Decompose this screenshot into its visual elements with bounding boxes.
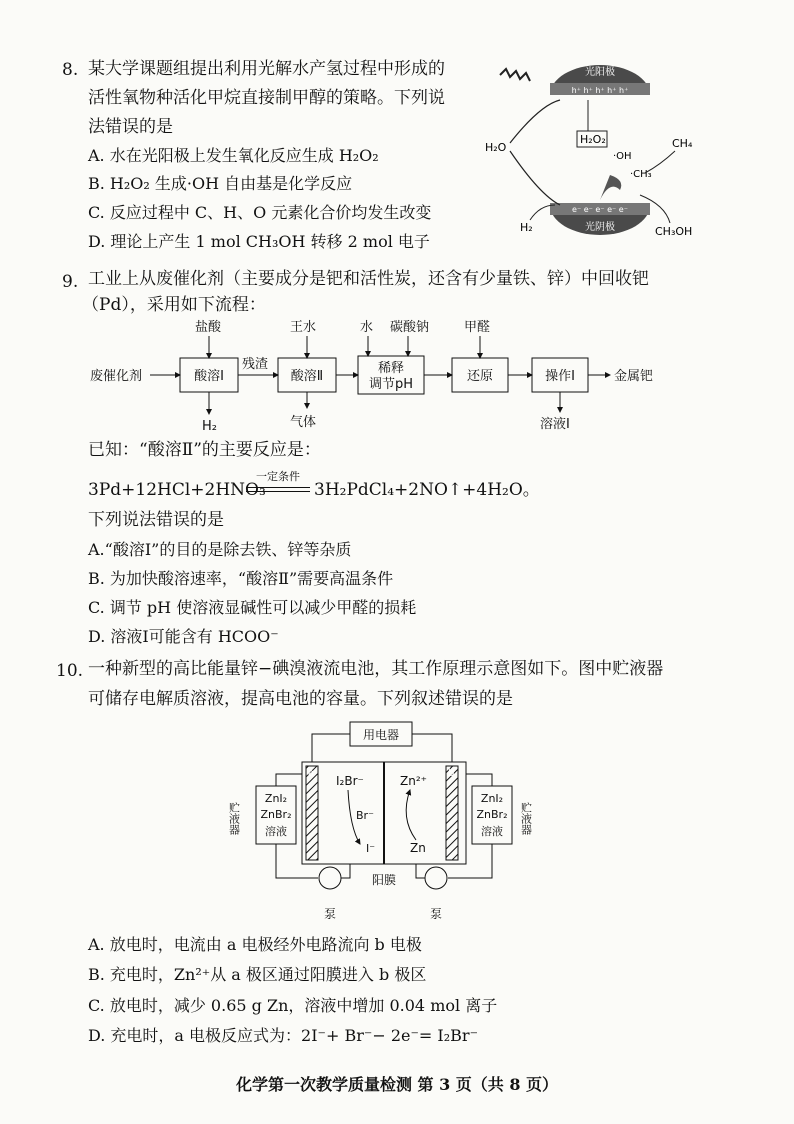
zinc-ion-label: Zn²⁺ [400,774,427,788]
left-reservoir-label: 贮液器 [227,802,241,835]
flow-input-aqua-regia: 王水 [290,320,317,335]
left-sol-line2: ZnBr₂ [260,808,292,821]
question-9-stem-line-1: 工业上从废催化剂（主要成分是钯和活性炭，还含有少量铁、锌）中回收钯 [88,269,649,289]
question-9-stem-line-2: （Pd），采用如下流程： [82,295,266,315]
flow-box-acid1-label: 酸溶Ⅰ [194,369,224,384]
electrode-b [446,766,458,860]
photocathode-label: 光阴极 [585,222,615,233]
flow-input-water: 水 [360,320,374,335]
methyl-radical-label: ·CH₃ [630,169,652,180]
left-pump-label: 泵 [323,907,337,921]
right-reservoir-label: 贮液器 [519,802,533,835]
right-sol-line3: 溶液 [481,825,503,838]
right-pump-label: 泵 [429,907,443,921]
photoanode-label: 光阳极 [585,67,615,78]
question-10-option-c: C. 放电时，减少 0.65 g Zn，溶液中增加 0.04 mol 离子 [88,996,498,1015]
flow-output-h2: H₂ [202,419,217,434]
flow-start-label: 废催化剂 [90,369,143,384]
recovery-flowchart [90,318,690,438]
question-9-option-a: A.“酸溶Ⅰ”的目的是除去铁、锌等杂质 [88,540,352,559]
holes-label: h⁺ h⁺ h⁺ h⁺ h⁺ [571,86,629,95]
question-8-option-c: C. 反应过程中 C、H、O 元素化合价均发生改变 [88,203,432,222]
flow-residue-label: 残渣 [242,357,269,372]
equation-condition: 一定条件 [256,470,300,483]
methane-label: CH₄ [672,137,693,150]
question-10-number: 10. [56,661,84,681]
page-footer: 化学第一次教学质量检测 第 3 页（共 8 页） [235,1075,559,1094]
h2o-label: H₂O [485,141,507,154]
electrode-a-label: a [308,768,315,779]
appliance-label: 用电器 [362,728,400,742]
question-9-option-d: D. 溶液Ⅰ可能含有 HCOO⁻ [88,627,279,646]
flow-input-sodium-carbonate: 碳酸钠 [390,320,430,335]
flow-box-acid2-label: 酸溶Ⅱ [290,369,324,384]
bromide-label: Br⁻ [356,809,374,822]
zinc-label: Zn [410,841,426,855]
question-8-number: 8. [62,60,79,80]
right-sol-line2: ZnBr₂ [476,808,508,821]
flow-box-dilute-line1: 稀释 [377,361,405,376]
right-sol-line1: ZnI₂ [480,792,504,805]
question-8-stem-line-2: 活性氧物种活化甲烷直接制甲醇的策略。下列说 [88,88,445,108]
left-pump-icon [319,867,341,889]
hydrogen-label: H₂ [520,221,533,234]
methanol-label: CH₃OH [655,225,693,238]
question-10-stem-line-1: 一种新型的高比能量锌−碘溴液流电池，其工作原理示意图如下。图中贮液器 [88,659,664,679]
flow-box-reduce-label: 还原 [466,369,494,384]
question-8-stem-line-3: 法错误的是 [88,117,173,137]
equation-equals-sign [246,487,310,492]
oh-radical-label: ·OH [613,151,632,162]
question-8-option-d: D. 理论上产生 1 mol CH₃OH 转移 2 mol 电子 [88,232,430,251]
flow-output-solution: 溶液Ⅰ [540,417,570,432]
flow-box-dilute-line2: 调节pH [368,377,414,392]
electrode-a [306,766,318,860]
question-8-stem-line-1: 某大学课题组提出利用光解水产氢过程中形成的 [88,59,445,79]
electrons-label: e⁻ e⁻ e⁻ e⁻ e⁻ [572,205,628,214]
flow-box-operation-label: 操作Ⅰ [545,369,575,384]
equation-right: 3H₂PdCl₄+2NO↑+4H₂O。 [314,480,540,500]
question-9-option-c: C. 调节 pH 使溶液显碱性可以减少甲醛的损耗 [88,598,417,617]
electrode-b-label: b [448,768,455,779]
flow-input-hcl: 盐酸 [195,320,222,335]
flow-battery-diagram [220,718,560,930]
question-10-option-d: D. 充电时，a 电极反应式为：2I⁻+ Br⁻− 2e⁻= I₂Br⁻ [88,1026,479,1045]
left-sol-line3: 溶液 [265,825,287,838]
question-8-option-a: A. 水在光阳极上发生氧化反应生成 H₂O₂ [88,146,379,165]
question-9-known: 已知：“酸溶Ⅱ”的主要反应是： [88,440,321,460]
photocatalysis-diagram [480,55,710,245]
membrane-label: 阳膜 [371,873,397,887]
left-sol-line1: ZnI₂ [264,792,288,805]
question-10-stem-line-2: 可储存电解质溶液，提高电池的容量。下列叙述错误的是 [88,689,513,709]
question-10-option-b: B. 充电时，Zn²⁺从 a 极区通过阳膜进入 b 极区 [88,965,427,984]
question-9-prompt: 下列说法错误的是 [88,510,224,530]
question-9-option-b: B. 为加快酸溶速率，“酸溶Ⅱ”需要高温条件 [88,569,394,588]
light-icon [500,69,530,81]
flow-input-formaldehyde: 甲醛 [464,320,491,335]
iodide-label: I⁻ [366,842,376,855]
i2br-label: I₂Br⁻ [336,774,364,788]
flow-end-label: 金属钯 [614,369,654,384]
right-pump-icon [425,867,447,889]
h2o2-label: H₂O₂ [580,133,606,146]
question-8-option-b: B. H₂O₂ 生成·OH 自由基是化学反应 [88,174,353,193]
equation-left: 3Pd+12HCl+2HNO₃ [88,480,266,500]
flow-output-gas: 气体 [290,415,317,430]
question-9-number: 9. [62,272,79,292]
question-10-option-a: A. 放电时，电流由 a 电极经外电路流向 b 电极 [88,935,422,954]
